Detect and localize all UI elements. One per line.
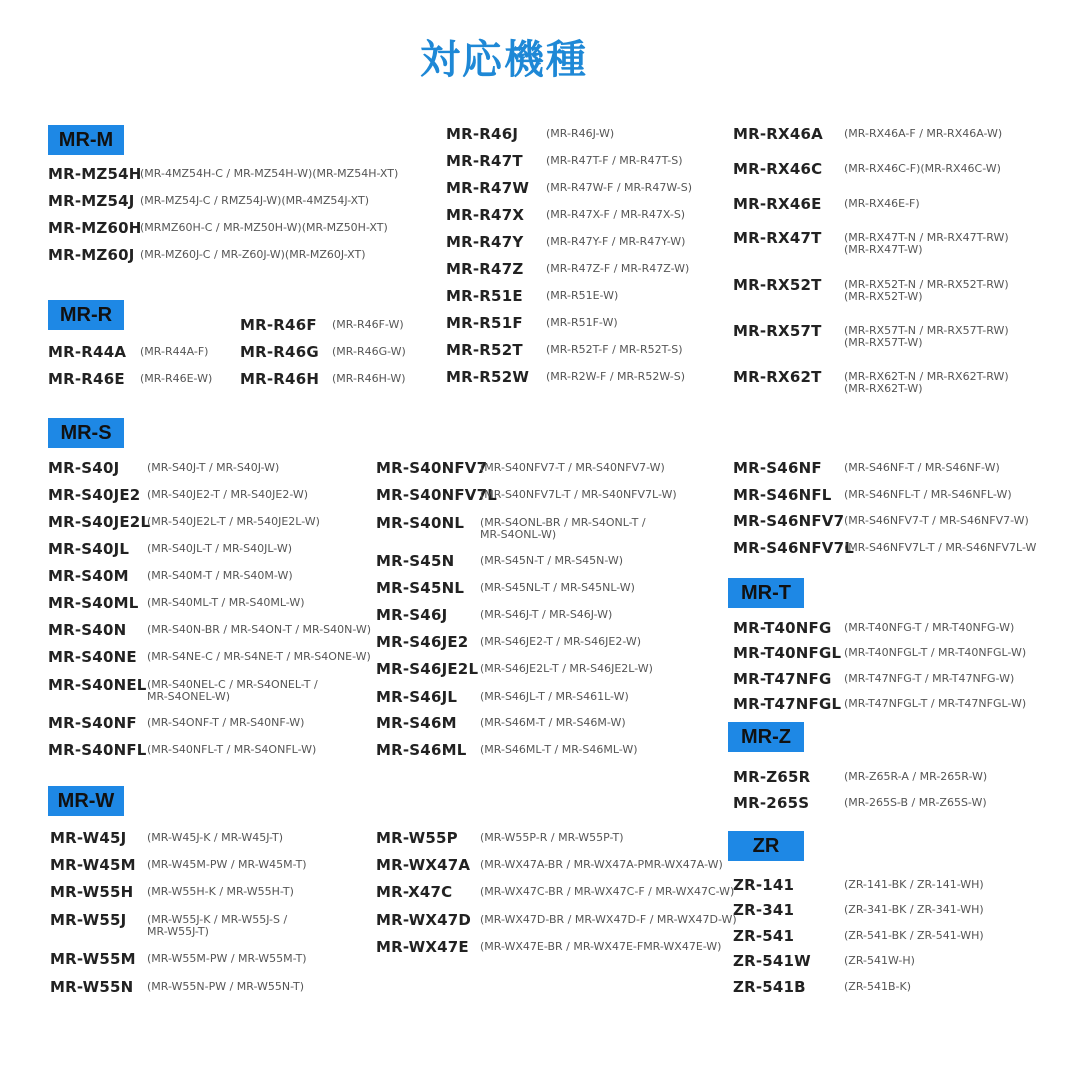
model-variants: (MR-540JE2L-T / MR-540JE2L-W) bbox=[147, 515, 320, 528]
model-variants: (MR-RX46A-F / MR-RX46A-W) bbox=[844, 127, 1003, 140]
model-name: MR-R44A bbox=[48, 343, 127, 361]
model-name: MR-W55M bbox=[50, 950, 136, 968]
model-variants: (MR-T40NFG-T / MR-T40NFG-W) bbox=[844, 621, 1015, 634]
model-variants: (MR-S46JE2-T / MR-S46JE2-W) bbox=[480, 635, 642, 648]
model-name: MR-S46M bbox=[376, 714, 457, 732]
model-variants: (MR-R46F-W) bbox=[332, 318, 404, 331]
model-variants: (MR-S40JE2-T / MR-S40JE2-W) bbox=[147, 488, 309, 501]
model-variants: (ZR-541B-K) bbox=[844, 980, 912, 993]
model-variants: (MR-S40JL-T / MR-S40JL-W) bbox=[147, 542, 292, 555]
section-header-mr-w: MR-W bbox=[48, 786, 124, 816]
model-variants: (MR-W55H-K / MR-W55H-T) bbox=[147, 885, 294, 898]
section-header-mr-s: MR-S bbox=[48, 418, 124, 448]
model-name: MR-S40JL bbox=[48, 540, 130, 558]
section-header-mr-t: MR-T bbox=[728, 578, 804, 608]
model-variants: (MR-RX52T-N / MR-RX52T-RW) (MR-RX52T-W) bbox=[844, 278, 1009, 303]
model-name: MR-R52W bbox=[446, 368, 530, 386]
model-name: MR-S46JE2 bbox=[376, 633, 469, 651]
section-header-mr-r: MR-R bbox=[48, 300, 124, 330]
page-title: 対応機種 bbox=[420, 37, 588, 83]
model-variants: (MR-S40J-T / MR-S40J-W) bbox=[147, 461, 280, 474]
model-name: ZR-541 bbox=[733, 927, 795, 945]
model-name: MR-S46J bbox=[376, 606, 448, 624]
model-name: MR-T47NFGL bbox=[733, 695, 842, 713]
model-name: MR-MZ60H bbox=[48, 219, 142, 237]
model-name: MR-S40NFV7 bbox=[376, 459, 488, 477]
model-variants: (MR-W45M-PW / MR-W45M-T) bbox=[147, 858, 307, 871]
model-variants: (MR-S4NE-C / MR-S4NE-T / MR-S4ONE-W) bbox=[147, 650, 371, 663]
model-variants: (MR-RX47T-N / MR-RX47T-RW) (MR-RX47T-W) bbox=[844, 231, 1009, 256]
model-variants: (MR-W55P-R / MR-W55P-T) bbox=[480, 831, 624, 844]
model-variants: (MR-R44A-F) bbox=[140, 345, 209, 358]
model-variants: (MR-S46NFL-T / MR-S46NFL-W) bbox=[844, 488, 1012, 501]
model-name: MR-R47T bbox=[446, 152, 523, 170]
model-variants: (MR-R47T-F / MR-R47T-S) bbox=[546, 154, 683, 167]
model-name: MR-S40NEL bbox=[48, 676, 147, 694]
model-name: MR-RX47T bbox=[733, 229, 822, 247]
model-variants: (MR-MZ54J-C / RMZ54J-W)(MR-4MZ54J-XT) bbox=[140, 194, 369, 207]
model-variants: (MR-RX62T-N / MR-RX62T-RW) (MR-RX62T-W) bbox=[844, 370, 1009, 395]
model-name: ZR-541B bbox=[733, 978, 806, 996]
model-name: MR-MZ54J bbox=[48, 192, 135, 210]
model-name: MR-S40NL bbox=[376, 514, 465, 532]
model-variants: (MR-R2W-F / MR-R52W-S) bbox=[546, 370, 685, 383]
model-name: MR-S46ML bbox=[376, 741, 467, 759]
model-variants: (MR-R47Z-F / MR-R47Z-W) bbox=[546, 262, 690, 275]
model-name: MR-S46JE2L bbox=[376, 660, 479, 678]
model-variants: (MR-RX46E-F) bbox=[844, 197, 920, 210]
model-variants: (MR-S40NFL-T / MR-S4ONFL-W) bbox=[147, 743, 317, 756]
model-name: MR-S46JL bbox=[376, 688, 458, 706]
model-name: MR-S40ML bbox=[48, 594, 139, 612]
model-name: MR-W55H bbox=[50, 883, 134, 901]
model-name: MR-RX57T bbox=[733, 322, 822, 340]
model-name: MR-RX46C bbox=[733, 160, 823, 178]
model-name: MR-T47NFG bbox=[733, 670, 832, 688]
model-name: MR-R52T bbox=[446, 341, 523, 359]
model-variants: (MR-S45N-T / MR-S45N-W) bbox=[480, 554, 624, 567]
model-name: MR-S40NFV7L bbox=[376, 486, 497, 504]
model-name: MR-W55J bbox=[50, 911, 127, 929]
model-name: MR-Z65R bbox=[733, 768, 811, 786]
model-variants: (MR-S40NEL-C / MR-S4ONEL-T / MR-S4ONEL-W) bbox=[147, 678, 318, 703]
model-variants: (ZR-541W-H) bbox=[844, 954, 915, 967]
model-name: MR-RX62T bbox=[733, 368, 822, 386]
model-variants: (MR-W55J-K / MR-W55J-S / MR-W55J-T) bbox=[147, 913, 288, 938]
model-variants: (MR-S40ML-T / MR-S40ML-W) bbox=[147, 596, 305, 609]
model-variants: (MR-R47Y-F / MR-R47Y-W) bbox=[546, 235, 686, 248]
section-header-zr: ZR bbox=[728, 831, 804, 861]
model-variants: (MR-R51F-W) bbox=[546, 316, 618, 329]
model-variants: (MR-WX47D-BR / MR-WX47D-F / MR-WX47D-W) bbox=[480, 913, 737, 926]
model-name: MR-RX46E bbox=[733, 195, 822, 213]
model-name: ZR-341 bbox=[733, 901, 795, 919]
model-variants: (ZR-541-BK / ZR-541-WH) bbox=[844, 929, 984, 942]
model-variants: (MR-Z65R-A / MR-265R-W) bbox=[844, 770, 988, 783]
model-name: MR-S40NF bbox=[48, 714, 137, 732]
model-variants: (MR-MZ60J-C / MR-Z60J-W)(MR-MZ60J-XT) bbox=[140, 248, 366, 261]
model-variants: (MR-S40NFV7L-T / MR-S40NFV7L-W) bbox=[480, 488, 677, 501]
model-name: MR-S46NF bbox=[733, 459, 822, 477]
model-name: MR-R47Y bbox=[446, 233, 524, 251]
model-name: MR-R46G bbox=[240, 343, 319, 361]
model-variants: (MR-R51E-W) bbox=[546, 289, 619, 302]
model-name: MR-R46F bbox=[240, 316, 317, 334]
model-variants: (MR-T47NFGL-T / MR-T47NFGL-W) bbox=[844, 697, 1027, 710]
model-name: MR-R51F bbox=[446, 314, 523, 332]
model-name: MR-W45M bbox=[50, 856, 136, 874]
model-variants: (MR-S45NL-T / MR-S45NL-W) bbox=[480, 581, 635, 594]
model-name: MR-WX47D bbox=[376, 911, 472, 929]
model-name: MR-X47C bbox=[376, 883, 453, 901]
model-variants: (MR-R46H-W) bbox=[332, 372, 406, 385]
model-variants: (MR-W55M-PW / MR-W55M-T) bbox=[147, 952, 307, 965]
model-variants: (MR-R46E-W) bbox=[140, 372, 213, 385]
model-name: MR-S45N bbox=[376, 552, 455, 570]
model-name: MR-RX52T bbox=[733, 276, 822, 294]
model-name: MR-S46NFV7 bbox=[733, 512, 845, 530]
model-name: MR-T40NFGL bbox=[733, 644, 842, 662]
model-name: MR-S40M bbox=[48, 567, 129, 585]
model-name: MR-W55N bbox=[50, 978, 134, 996]
model-variants: (ZR-141-BK / ZR-141-WH) bbox=[844, 878, 984, 891]
model-name: MR-T40NFG bbox=[733, 619, 832, 637]
model-name: MR-S40N bbox=[48, 621, 127, 639]
model-name: MR-S40NFL bbox=[48, 741, 147, 759]
model-name: MR-R47Z bbox=[446, 260, 524, 278]
model-variants: (MR-R52T-F / MR-R52T-S) bbox=[546, 343, 683, 356]
model-variants: (MR-S40NFV7-T / MR-S40NFV7-W) bbox=[480, 461, 665, 474]
model-name: MR-R46E bbox=[48, 370, 125, 388]
model-name: MR-S40JE2L bbox=[48, 513, 151, 531]
model-name: MR-R51E bbox=[446, 287, 523, 305]
model-name: MR-MZ54H bbox=[48, 165, 142, 183]
model-variants: (MR-S46JL-T / MR-S461L-W) bbox=[480, 690, 629, 703]
model-variants: (MR-S40M-T / MR-S40M-W) bbox=[147, 569, 293, 582]
model-variants: (MR-T47NFG-T / MR-T47NFG-W) bbox=[844, 672, 1015, 685]
model-variants: (MR-S46NFV7-T / MR-S46NFV7-W) bbox=[844, 514, 1029, 527]
model-variants: (MR-S46M-T / MR-S46M-W) bbox=[480, 716, 626, 729]
model-name: ZR-141 bbox=[733, 876, 795, 894]
model-name: MR-W55P bbox=[376, 829, 458, 847]
model-variants: (MR-RX46C-F)(MR-RX46C-W) bbox=[844, 162, 1001, 175]
model-variants: (MR-R46G-W) bbox=[332, 345, 406, 358]
model-name: MR-WX47A bbox=[376, 856, 471, 874]
model-variants: (MR-S46NFV7L-T / MR-S46NFV7L-W bbox=[844, 541, 1037, 554]
model-name: MR-S40NE bbox=[48, 648, 137, 666]
model-name: MR-S46NFV7L bbox=[733, 539, 854, 557]
model-variants: (MR-R46J-W) bbox=[546, 127, 615, 140]
model-name: MR-RX46A bbox=[733, 125, 823, 143]
model-variants: (MR-W45J-K / MR-W45J-T) bbox=[147, 831, 284, 844]
model-name: MR-S46NFL bbox=[733, 486, 832, 504]
model-variants: (MR-S46JE2L-T / MR-S46JE2L-W) bbox=[480, 662, 653, 675]
model-variants: (MR-W55N-PW / MR-W55N-T) bbox=[147, 980, 305, 993]
model-name: MR-W45J bbox=[50, 829, 127, 847]
model-variants: (MR-RX57T-N / MR-RX57T-RW) (MR-RX57T-W) bbox=[844, 324, 1009, 349]
model-variants: (MR-WX47E-BR / MR-WX47E-FMR-WX47E-W) bbox=[480, 940, 722, 953]
model-variants: (MRMZ60H-C / MR-MZ50H-W)(MR-MZ50H-XT) bbox=[140, 221, 388, 234]
section-header-mr-z: MR-Z bbox=[728, 722, 804, 752]
model-variants: (ZR-341-BK / ZR-341-WH) bbox=[844, 903, 984, 916]
model-name: MR-R46J bbox=[446, 125, 519, 143]
model-variants: (MR-265S-B / MR-Z65S-W) bbox=[844, 796, 987, 809]
model-variants: (MR-WX47A-BR / MR-WX47A-PMR-WX47A-W) bbox=[480, 858, 723, 871]
model-variants: (MR-R47X-F / MR-R47X-S) bbox=[546, 208, 686, 221]
model-name: MR-R47X bbox=[446, 206, 525, 224]
model-variants: (MR-S40N-BR / MR-S4ON-T / MR-S40N-W) bbox=[147, 623, 372, 636]
model-name: MR-S40JE2 bbox=[48, 486, 141, 504]
model-variants: (MR-S46J-T / MR-S46J-W) bbox=[480, 608, 613, 621]
model-name: MR-S40J bbox=[48, 459, 120, 477]
model-variants: (MR-S4ONF-T / MR-S40NF-W) bbox=[147, 716, 305, 729]
model-name: MR-WX47E bbox=[376, 938, 469, 956]
model-variants: (MR-4MZ54H-C / MR-MZ54H-W)(MR-MZ54H-XT) bbox=[140, 167, 399, 180]
model-name: ZR-541W bbox=[733, 952, 811, 970]
model-variants: (MR-S46NF-T / MR-S46NF-W) bbox=[844, 461, 1000, 474]
model-variants: (MR-T40NFGL-T / MR-T40NFGL-W) bbox=[844, 646, 1027, 659]
model-variants: (MR-S4ONL-BR / MR-S4ONL-T / MR-S4ONL-W) bbox=[480, 516, 646, 541]
model-variants: (MR-WX47C-BR / MR-WX47C-F / MR-WX47C-W) bbox=[480, 885, 735, 898]
model-name: MR-R47W bbox=[446, 179, 530, 197]
model-name: MR-S45NL bbox=[376, 579, 465, 597]
model-name: MR-MZ60J bbox=[48, 246, 135, 264]
model-name: MR-R46H bbox=[240, 370, 320, 388]
model-name: MR-265S bbox=[733, 794, 810, 812]
section-header-mr-m: MR-M bbox=[48, 125, 124, 155]
model-variants: (MR-S46ML-T / MR-S46ML-W) bbox=[480, 743, 638, 756]
model-variants: (MR-R47W-F / MR-R47W-S) bbox=[546, 181, 692, 194]
